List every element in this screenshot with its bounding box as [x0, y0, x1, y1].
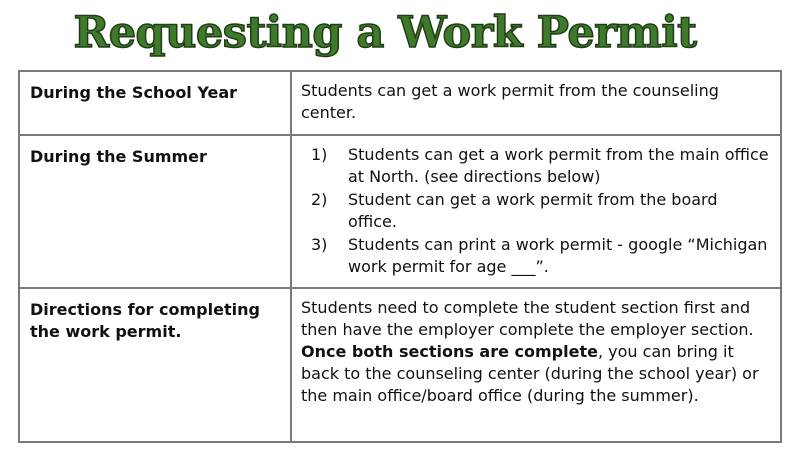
- directions-text-end: , you can bring it back to the counseling center (during the school year) or the main office/board office (during the summer).: [301, 342, 759, 405]
- list-item-text: Students can get a work permit from the main office at North. (see directions below): [348, 145, 769, 186]
- summer-options-list: [301, 144, 770, 278]
- page-title: Requesting a Work Permit: [73, 8, 697, 58]
- directions-text-bold: Once both sections are complete: [301, 342, 598, 361]
- table-row-directions: [19, 288, 781, 442]
- list-item-number: 1): [311, 145, 328, 164]
- directions-text-start: Students need to complete the student section first and then have the employer complete the employer section.: [301, 298, 754, 339]
- row-content-directions: [291, 288, 781, 442]
- row-label-directions: Directions for completing the work permit.: [19, 288, 291, 442]
- row-content-summer: [291, 135, 781, 288]
- list-item: [301, 234, 770, 278]
- list-item-number: 3): [311, 235, 328, 254]
- list-item-number: 2): [311, 190, 328, 209]
- list-item-text: Student can get a work permit from the board office.: [348, 190, 718, 231]
- row-label-summer: During the Summer: [19, 135, 291, 288]
- work-permit-table: [18, 70, 782, 443]
- list-item-text: Students can print a work permit - google “Michigan work permit for age ___”.: [348, 235, 768, 276]
- list-item: [301, 144, 770, 188]
- row-content-school-year: Students can get a work permit from the counseling center.: [291, 71, 781, 135]
- table-row-summer: [19, 135, 781, 288]
- list-item: [301, 189, 770, 233]
- table-row-school-year: [19, 71, 781, 135]
- row-label-school-year: During the School Year: [19, 71, 291, 135]
